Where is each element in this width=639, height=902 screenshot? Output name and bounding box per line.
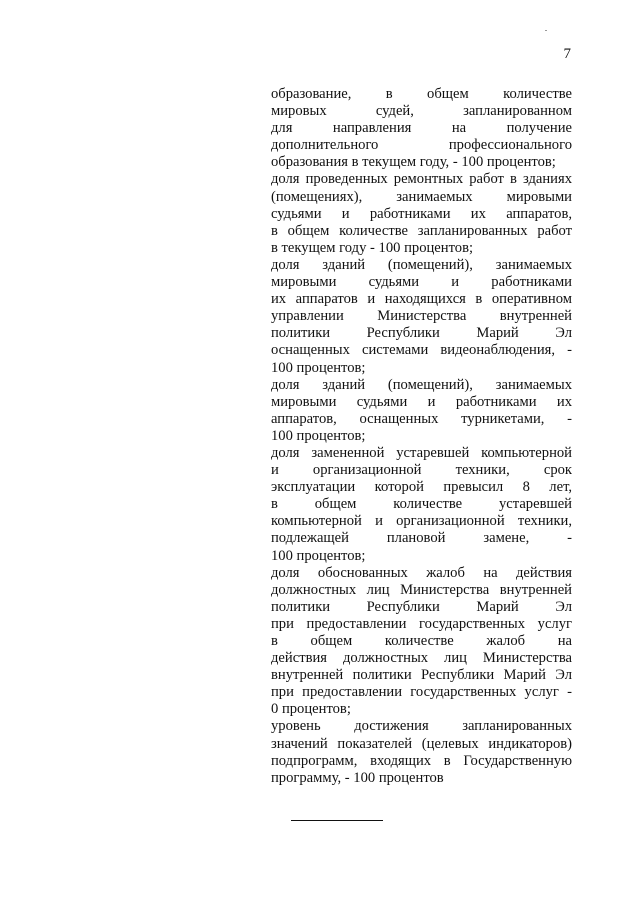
text-line: при предоставлении государственных услуг -: [271, 684, 572, 701]
text-line: доля зданий (помещений), занимаемых: [271, 376, 572, 393]
end-of-text-rule: [291, 820, 383, 821]
text-line: 100 процентов;: [271, 359, 366, 376]
text-line: доля проведенных ремонтных работ в зданиях: [271, 171, 572, 188]
text-line: мировыми судьями и работниками их: [271, 393, 572, 410]
page-number: 7: [563, 46, 571, 62]
text-line: дополнительного профессионального: [271, 137, 572, 154]
text-line: эксплуатации которой превысил 8 лет,: [271, 479, 572, 496]
text-line: внутренней политики Республики Марий Эл: [271, 667, 572, 684]
text-line: 100 процентов;: [271, 547, 366, 564]
text-line: мировых судей, запланированном: [271, 103, 572, 120]
text-line: программу, - 100 процентов: [271, 769, 444, 786]
text-line: подпрограмм, входящих в Государственную: [271, 752, 572, 769]
text-line: уровень достижения запланированных: [271, 718, 572, 735]
text-line: 0 процентов;: [271, 701, 351, 718]
text-line: их аппаратов и находящихся в оперативном: [271, 291, 572, 308]
text-line: значений показателей (целевых индикаторов): [271, 735, 572, 752]
text-line: аппаратов, оснащенных турникетами, -: [271, 410, 572, 427]
text-line: действия должностных лиц Министерства: [271, 650, 572, 667]
text-line: судьями и работниками их аппаратов,: [271, 205, 572, 222]
text-line: доля обоснованных жалоб на действия: [271, 564, 572, 581]
text-line: 100 процентов;: [271, 427, 366, 444]
text-line: мировыми судьями и работниками: [271, 274, 572, 291]
text-line: политики Республики Марий Эл: [271, 598, 572, 615]
text-line: и организационной техники, срок: [271, 462, 572, 479]
text-line: образование, в общем количестве: [271, 86, 572, 102]
text-line: (помещениях), занимаемых мировыми: [271, 188, 572, 205]
text-line: для направления на получение: [271, 120, 572, 137]
text-line: в общем количестве устаревшей: [271, 496, 572, 513]
text-line: доля замененной устаревшей компьютерной: [271, 444, 572, 461]
document-text-block: [271, 86, 572, 787]
text-line: должностных лиц Министерства внутренней: [271, 581, 572, 598]
text-line: образования в текущем году, - 100 процентов;: [271, 154, 556, 171]
text-line: в общем количестве запланированных работ: [271, 222, 572, 239]
text-line: подлежащей плановой замене, -: [271, 530, 572, 547]
text-line: компьютерной и организационной техники,: [271, 513, 572, 530]
text-line: при предоставлении государственных услуг: [271, 615, 572, 632]
text-line: оснащенных системами видеонаблюдения, -: [271, 342, 572, 359]
text-line: в текущем году - 100 процентов;: [271, 239, 474, 256]
scan-speck: [545, 30, 547, 31]
text-line: политики Республики Марий Эл: [271, 325, 572, 342]
text-line: доля зданий (помещений), занимаемых: [271, 256, 572, 273]
text-line: в общем количестве жалоб на: [271, 633, 572, 649]
text-line: управлении Министерства внутренней: [271, 308, 572, 325]
